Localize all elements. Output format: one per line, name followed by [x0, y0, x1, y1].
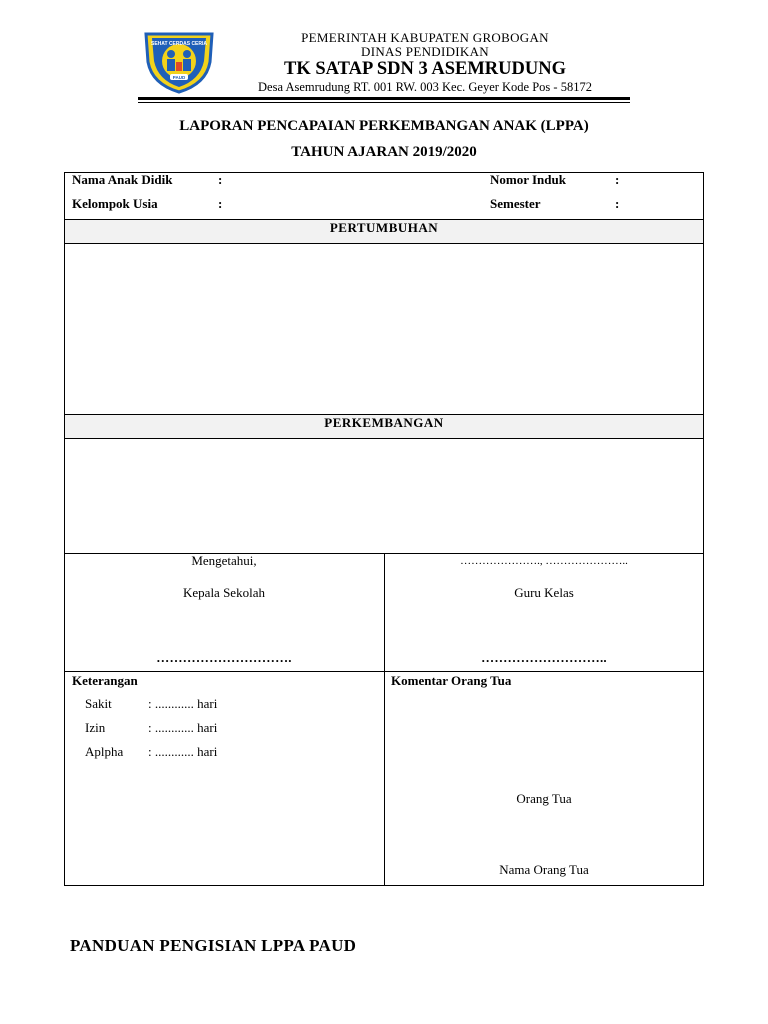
- department-line: DINAS PENDIDIKAN: [361, 44, 489, 59]
- acknowledged-text: Mengetahui,: [191, 553, 257, 568]
- principal-signature-line: ………………………….: [156, 650, 292, 665]
- parent-name-line: Nama Orang Tua: [499, 862, 589, 877]
- principal-title: Kepala Sekolah: [183, 585, 265, 600]
- name-label: Nama Anak Didik: [72, 172, 173, 187]
- school-logo: [140, 28, 218, 94]
- letterhead-rule-thin: [138, 102, 630, 103]
- academic-year: TAHUN AJARAN 2019/2020: [291, 144, 477, 160]
- growth-heading: PERTUMBUHAN: [329, 220, 439, 235]
- place-date-line: …………………., …………………..: [460, 555, 628, 567]
- row-divider: [64, 243, 704, 244]
- parent-comment-heading: Komentar Orang Tua: [391, 673, 512, 688]
- logo-paud: PAUD: [172, 75, 186, 80]
- school-name: TK SATAP SDN 3 ASEMRUDUNG: [284, 59, 566, 79]
- development-heading: PERKEMBANGAN: [324, 415, 444, 430]
- student-number-colon: :: [615, 172, 620, 187]
- teacher-signature-line: ………………………..: [481, 650, 607, 665]
- logo-motto: SEHAT CERDAS CERIA: [150, 41, 208, 47]
- column-divider: [384, 553, 385, 886]
- age-group-colon: :: [218, 196, 223, 211]
- absent-days: : ............ hari: [148, 744, 218, 759]
- permission-label: Izin: [85, 720, 106, 735]
- sick-days: : ............ hari: [148, 696, 218, 711]
- government-line: PEMERINTAH KABUPATEN GROBOGAN: [301, 30, 549, 45]
- permission-days: : ............ hari: [148, 720, 218, 735]
- semester-colon: :: [615, 196, 620, 211]
- student-number-label: Nomor Induk: [490, 172, 566, 187]
- letterhead-rule-thick: [138, 97, 630, 100]
- semester-label: Semester: [490, 196, 541, 211]
- age-group-label: Kelompok Usia: [72, 196, 158, 211]
- guide-heading: PANDUAN PENGISIAN LPPA PAUD: [70, 936, 357, 955]
- name-colon: :: [218, 172, 223, 187]
- table-border-left: [64, 172, 65, 886]
- parent-title: Orang Tua: [516, 791, 572, 806]
- school-address: Desa Asemrudung RT. 001 RW. 003 Kec. Geyer Kode Pos - 58172: [258, 80, 592, 94]
- report-title: LAPORAN PENCAPAIAN PERKEMBANGAN ANAK (LPPA): [179, 118, 589, 134]
- absent-label: Aplpha: [85, 744, 124, 759]
- notes-heading: Keterangan: [72, 673, 138, 688]
- table-border-right: [703, 172, 704, 886]
- row-divider: [64, 438, 704, 439]
- teacher-title: Guru Kelas: [514, 585, 574, 600]
- sick-label: Sakit: [85, 696, 112, 711]
